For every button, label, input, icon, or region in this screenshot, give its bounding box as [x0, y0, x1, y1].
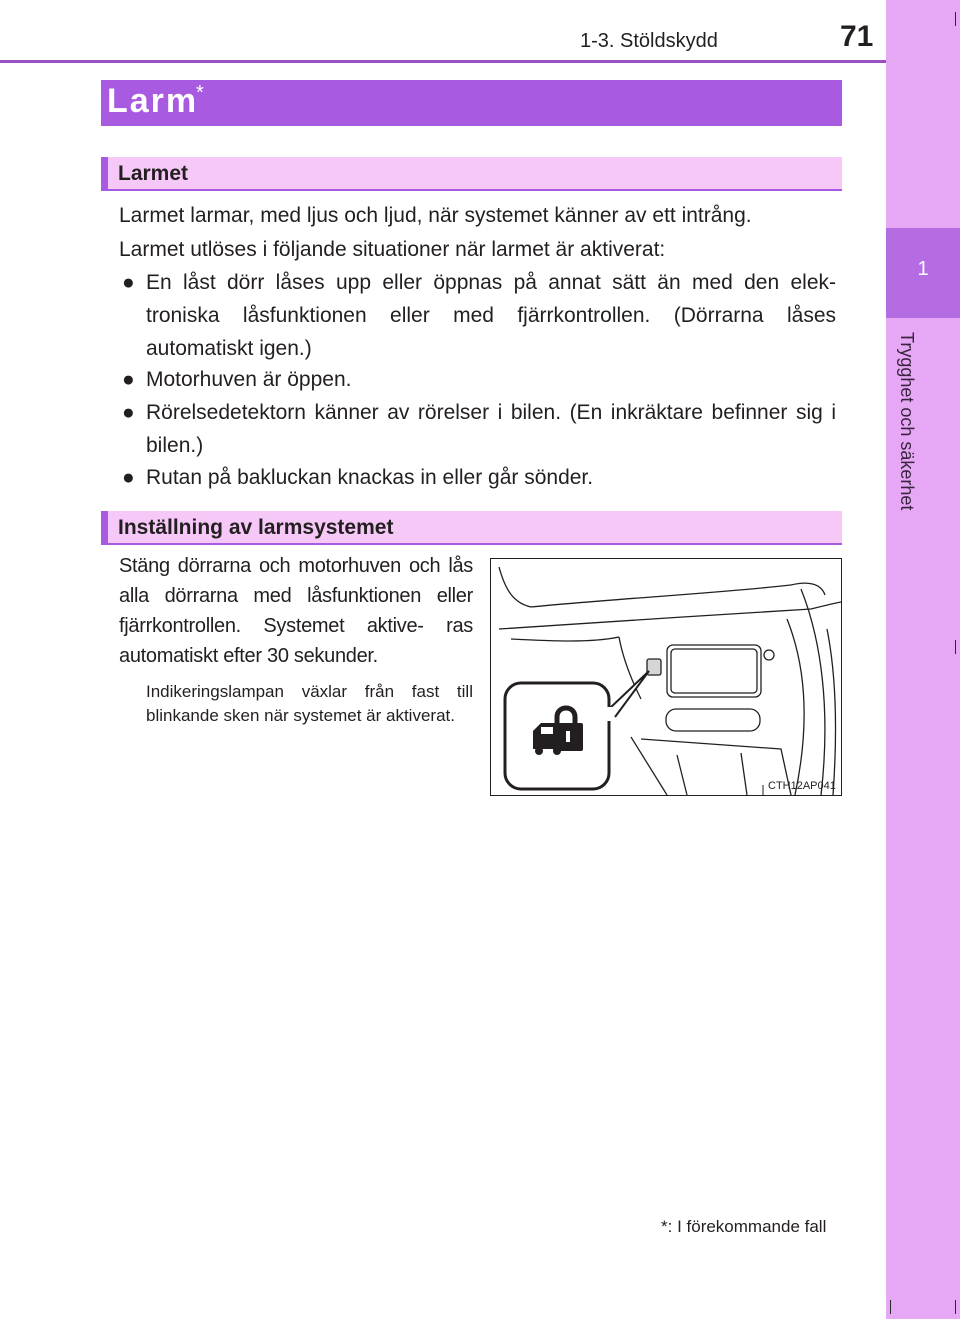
bullet-icon: ●: [122, 466, 135, 489]
trigger-intro: Larmet utlöses i följande situationer när larmet är aktiverat:: [119, 238, 666, 261]
list-item: Motorhuven är öppen.: [146, 368, 352, 391]
list-item: Rutan på bakluckan knackas in eller går sönder.: [146, 466, 594, 489]
section-reference: 1-3. Stöldskydd: [580, 30, 718, 52]
title-footnote-marker: *: [196, 82, 204, 104]
page-number: 71: [840, 20, 874, 53]
page-title-bar: [101, 80, 842, 126]
illustration-code: CTH12AP041: [768, 780, 836, 792]
section-heading-installning: [101, 511, 842, 545]
list-item: Rörelsedetektorn känner av rörelser i bilen. (En inkräktare befinner sig i bilen.): [146, 401, 836, 457]
crop-mark: [955, 1300, 956, 1314]
crop-mark: [955, 12, 956, 26]
chapter-number: 1: [917, 258, 929, 280]
indicator-note: Indikeringslampan växlar från fast till blinkande sken när systemet är aktiverat.: [146, 682, 473, 725]
bullet-icon: ●: [122, 368, 135, 391]
crop-mark: [890, 1300, 891, 1314]
bullet-icon: ●: [122, 401, 135, 424]
footnote: [661, 1217, 826, 1237]
dashboard-drawing: [491, 559, 841, 795]
list-item: En låst dörr låses upp eller öppnas på annat sätt än med den elek- troniska låsfunktionen eller med fjärrkontrollen. (Dörrarna låses automatiskt igen.): [146, 271, 836, 360]
intro-paragraph: Larmet larmar, med ljus och ljud, när systemet känner av ett intrång.: [119, 204, 752, 227]
setup-paragraph: Stäng dörrarna och motorhuven och lås alla dörrarna med låsfunktionen eller fjärrkontrollen. Systemet aktive- ras automatiskt efter 30 sekunder.: [119, 555, 473, 667]
footnote-text: : I förekommande fall: [667, 1217, 827, 1236]
page-title: Larm: [107, 82, 199, 120]
crop-mark: [955, 640, 956, 654]
header-rule: [0, 60, 886, 63]
chapter-title: Trygghet och säkerhet: [897, 332, 917, 511]
chapter-side-tab: [886, 0, 960, 1319]
section-heading-text: Larmet: [118, 162, 189, 185]
section-heading-text: Inställning av larmsystemet: [118, 516, 394, 539]
dashboard-illustration: [490, 558, 842, 796]
footnote-marker: *: [661, 1217, 668, 1236]
bullet-icon: ●: [122, 271, 135, 294]
section-heading-larmet: [101, 157, 842, 191]
